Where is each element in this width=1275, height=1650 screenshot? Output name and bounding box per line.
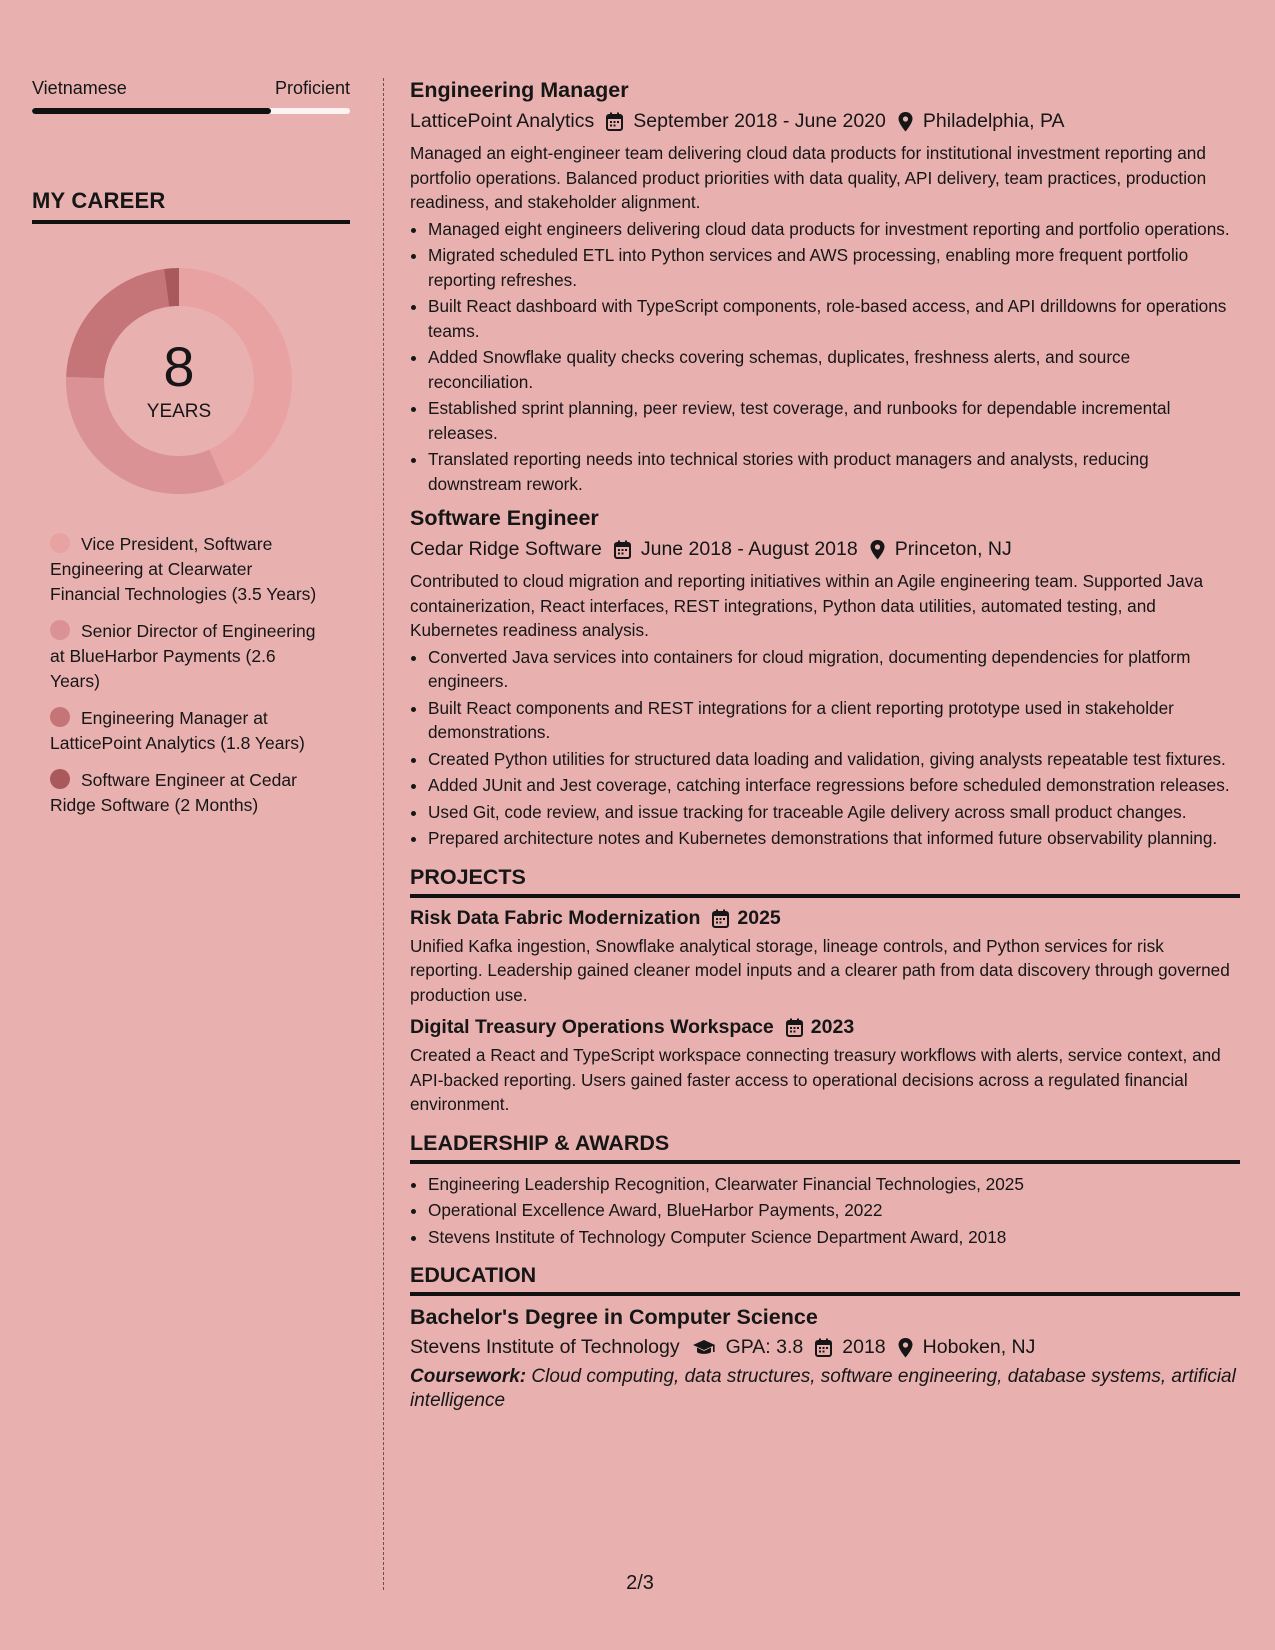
- page-number: 2/3: [626, 1572, 654, 1594]
- job-title: Software Engineer: [410, 506, 599, 530]
- language-name: Vietnamese: [32, 78, 127, 98]
- project-year: 2025: [737, 906, 781, 929]
- projects-heading: PROJECTS: [410, 864, 526, 889]
- project-year: 2023: [810, 1016, 855, 1038]
- job-bullet: • Converted Java services into containers for cloud migration, documenting dependencies for platform engineers.: [428, 645, 1240, 694]
- education-degree: Bachelor's Degree in Computer Science: [410, 1305, 818, 1329]
- career-total-unit: YEARS: [146, 401, 212, 422]
- legend-label: Software Engineer at Cedar Ridge Software (2 Months): [50, 770, 297, 815]
- graduation-cap-icon: [692, 1339, 716, 1357]
- donut-center: [64, 266, 294, 496]
- right-column: [410, 78, 1240, 1413]
- career-legend-item: [50, 619, 320, 694]
- calendar-icon: [786, 1018, 803, 1037]
- career-legend-item: [50, 532, 320, 607]
- education-heading-rule: [410, 1292, 1240, 1296]
- job-bullet: • Created Python utilities for structured data loading and validation, giving analysts repeatable test fixtures.: [428, 747, 1240, 772]
- location-pin-icon: [870, 540, 885, 560]
- job-company: LatticePoint Analytics: [410, 110, 595, 132]
- project-title-row: [410, 907, 1240, 930]
- project-description: Created a React and TypeScript workspace connecting treasury workflows with alerts, service context, and API-backed reporting. Users gained faster access to operational decisions across a regulated financial environment.: [410, 1045, 1221, 1114]
- education-year: 2018: [842, 1336, 886, 1358]
- calendar-icon: [815, 1338, 832, 1357]
- coursework-text: Cloud computing, data structures, software engineering, database systems, artificial intelligence: [410, 1366, 1236, 1411]
- career-heading: MY CAREER: [32, 188, 166, 213]
- job-bullet: • Established sprint planning, peer review, test coverage, and runbooks for dependable incremental releases.: [428, 396, 1240, 445]
- career-donut-chart: [64, 266, 294, 496]
- legend-color-dot: [50, 769, 70, 789]
- job-location: Princeton, NJ: [894, 538, 1012, 560]
- education-gpa: GPA: 3.8: [725, 1336, 804, 1358]
- legend-label: Engineering Manager at LatticePoint Analytics (1.8 Years): [50, 708, 305, 753]
- job-summary: Managed an eight-engineer team delivering cloud data products for institutional investment reporting and portfolio operations. Balanced product priorities with data quality, API delivery, team practices, production readiness, and stakeholder alignment.: [410, 143, 1207, 212]
- education-coursework: [410, 1365, 1240, 1413]
- project-title: Digital Treasury Operations Workspace: [410, 1016, 774, 1038]
- legend-label: Vice President, Software Engineering at Clearwater Financial Technologies (3.5 Years): [50, 534, 317, 604]
- legend-color-dot: [50, 620, 70, 640]
- coursework-label: Coursework:: [410, 1366, 527, 1387]
- job-bullet: • Translated reporting needs into technical stories with product managers and analysts, reducing downstream rework.: [428, 447, 1240, 496]
- project-description: Unified Kafka ingestion, Snowflake analytical storage, lineage controls, and Python services for risk reporting. Leadership gained cleaner model inputs and a clearer path from data discovery through governed production use.: [410, 935, 1230, 1005]
- left-column: [32, 78, 350, 830]
- awards-heading: LEADERSHIP & AWARDS: [410, 1130, 670, 1155]
- project-title-row: [410, 1016, 1240, 1039]
- job-bullet: • Prepared architecture notes and Kubernetes demonstrations that informed future observability planning.: [428, 826, 1240, 851]
- job-entry: [410, 506, 1240, 851]
- job-bullet: • Added JUnit and Jest coverage, catching interface regressions before scheduled demonstration releases.: [428, 773, 1240, 798]
- calendar-icon: [712, 909, 729, 928]
- job-bullets: [410, 217, 1240, 497]
- award-item: • Operational Excellence Award, BlueHarbor Payments, 2022: [428, 1198, 1240, 1223]
- legend-label: Senior Director of Engineering at BlueHarbor Payments (2.6 Years): [50, 621, 316, 691]
- career-legend-item: [50, 768, 320, 818]
- location-pin-icon: [898, 1338, 913, 1358]
- education-school: Stevens Institute of Technology: [410, 1336, 680, 1358]
- column-divider: [383, 78, 384, 1590]
- legend-color-dot: [50, 533, 70, 553]
- job-bullet: • Built React components and REST integrations for a client reporting prototype used in stakeholder demonstrations.: [428, 696, 1240, 745]
- calendar-icon: [614, 540, 631, 559]
- job-company: Cedar Ridge Software: [410, 538, 602, 560]
- education-meta: [410, 1336, 1240, 1359]
- job-location: Philadelphia, PA: [922, 110, 1065, 132]
- career-legend: [50, 532, 320, 818]
- job-title: Engineering Manager: [410, 78, 629, 102]
- legend-color-dot: [50, 707, 70, 727]
- job-bullet: • Built React dashboard with TypeScript components, role-based access, and API drilldowns for operations teams.: [428, 294, 1240, 343]
- career-heading-rule: [32, 220, 350, 224]
- language-proficiency-fill: [32, 108, 271, 114]
- language-proficiency-bar: [32, 108, 350, 114]
- project-entry: [410, 907, 1240, 1008]
- job-bullet: • Migrated scheduled ETL into Python services and AWS processing, enabling more frequent portfolio reporting refreshes.: [428, 243, 1240, 292]
- job-bullet: • Managed eight engineers delivering cloud data products for investment reporting and portfolio operations.: [428, 217, 1240, 242]
- job-meta: [410, 110, 1240, 133]
- job-dates: September 2018 - June 2020: [633, 110, 886, 132]
- job-entry: [410, 78, 1240, 496]
- language-row: [32, 78, 350, 99]
- award-item: • Engineering Leadership Recognition, Clearwater Financial Technologies, 2025: [428, 1172, 1240, 1197]
- projects-heading-rule: [410, 894, 1240, 898]
- project-entry: [410, 1016, 1240, 1117]
- awards-heading-rule: [410, 1160, 1240, 1164]
- job-bullet: • Used Git, code review, and issue tracking for traceable Agile delivery across small product changes.: [428, 800, 1240, 825]
- language-level: Proficient: [274, 78, 350, 98]
- projects-list: [410, 907, 1240, 1117]
- calendar-icon: [606, 112, 623, 131]
- experience-list: [410, 78, 1240, 851]
- job-summary: Contributed to cloud migration and reporting initiatives within an Agile engineering team. Supported Java containerization, React interfaces, REST integrations, Python data utilities, automated testing, and Kubernetes readiness analysis.: [410, 571, 1204, 640]
- awards-list: [410, 1172, 1240, 1250]
- career-legend-item: [50, 706, 320, 756]
- education-location: Hoboken, NJ: [922, 1336, 1036, 1358]
- education-heading: EDUCATION: [410, 1263, 537, 1287]
- job-meta: [410, 538, 1240, 561]
- job-dates: June 2018 - August 2018: [640, 538, 858, 560]
- project-title: Risk Data Fabric Modernization: [410, 906, 701, 929]
- job-bullet: • Added Snowflake quality checks covering schemas, duplicates, freshness alerts, and source reconciliation.: [428, 345, 1240, 394]
- career-total-years: 8: [163, 335, 195, 398]
- award-item: • Stevens Institute of Technology Computer Science Department Award, 2018: [428, 1225, 1240, 1250]
- job-bullets: [410, 645, 1240, 851]
- location-pin-icon: [898, 112, 913, 132]
